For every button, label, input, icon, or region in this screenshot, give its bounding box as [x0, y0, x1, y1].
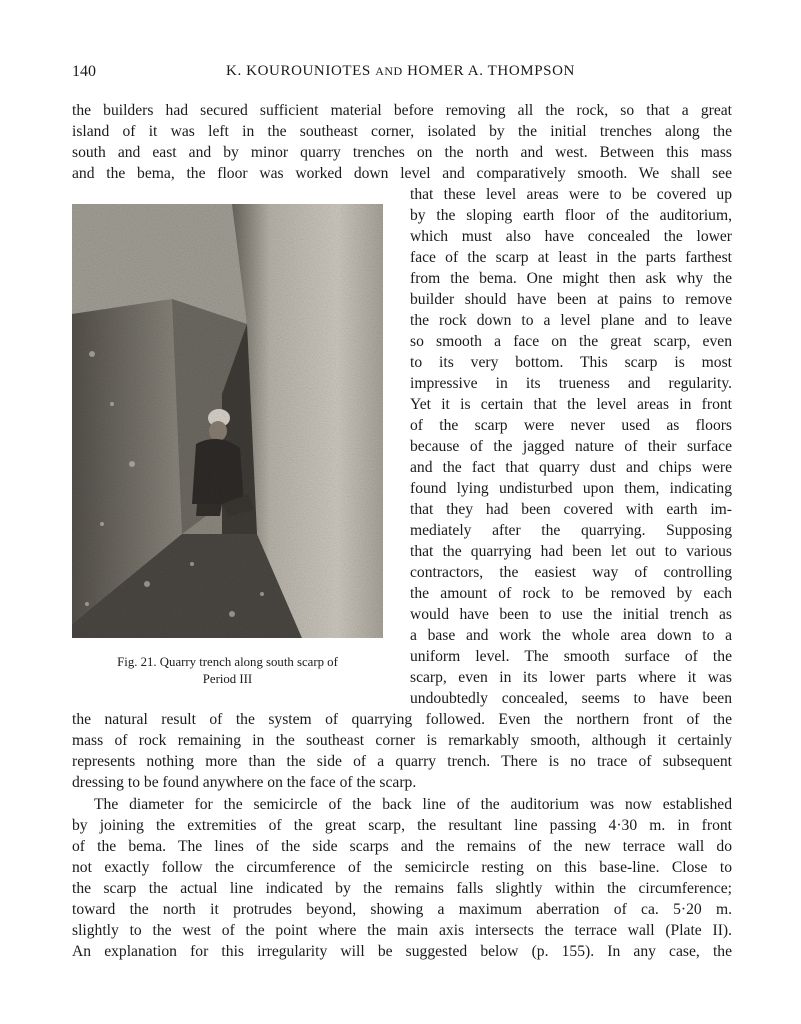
running-head [0, 63, 801, 80]
text-line: The diameter for the semicircle of the back line of the auditorium was now established [94, 796, 732, 813]
text-line: island of it was left in the southeast corner, isolated by the initial trenches along the [72, 123, 732, 140]
text-line: not exactly follow the circumference of the semicircle resting on this base-line. Close to [72, 859, 732, 876]
text-line: slightly to the west of the point where the main axis intersects the terrace wall (Plate II). [72, 922, 732, 939]
text-line: to its very bottom. This scarp is most [410, 354, 732, 371]
text-line: the amount of rock to be removed by each [410, 585, 732, 602]
text-line: builder should have been at pains to remove [410, 291, 732, 308]
text-line: uniform level. The smooth surface of the [410, 648, 732, 665]
text-line: which must also have concealed the lower [410, 228, 732, 245]
running-head-author2: HOMER A. THOMPSON [407, 63, 575, 79]
text-line: An explanation for this irregularity will be suggested below (p. 155). In any case, the [72, 943, 732, 960]
text-line: by joining the extremities of the great scarp, the resultant line passing 4·30 m. in front [72, 817, 732, 834]
figure-caption-line: Period III [202, 672, 253, 686]
text-line: the builders had secured sufficient material before removing all the rock, so that a great [72, 102, 732, 119]
text-line: so smooth a face on the great scarp, even [410, 333, 732, 350]
running-head-author1: K. KOUROUNIOTES [226, 63, 371, 79]
text-line: found lying undisturbed upon them, indicating [410, 480, 732, 497]
text-line: impressive in its trueness and regularity. [410, 375, 732, 392]
text-line: of the scarp were never used as floors [410, 417, 732, 434]
text-line: contractors, the easiest way of controlling [410, 564, 732, 581]
text-line: the rock down to a level plane and to leave [410, 312, 732, 329]
text-line: of the bema. The lines of the side scarps and the remains of the new terrace wall do [72, 838, 732, 855]
text-line: that they had been covered with earth im- [410, 501, 732, 518]
text-line: and the fact that quarry dust and chips were [410, 459, 732, 476]
text-line: Yet it is certain that the level areas in front [410, 396, 732, 413]
text-line: because of the jagged nature of their surface [410, 438, 732, 455]
text-line: that the quarrying had been let out to various [410, 543, 732, 560]
text-line: toward the north it protrudes beyond, showing a maximum aberration of ca. 5·20 m. [72, 901, 732, 918]
text-line: the natural result of the system of quarrying followed. Even the northern front of the [72, 711, 732, 728]
figure-caption [72, 654, 383, 688]
text-line: from the bema. One might then ask why the [410, 270, 732, 287]
text-line: south and east and by minor quarry trenches on the north and west. Between this mass [72, 144, 732, 161]
running-head-and: AND [375, 64, 403, 78]
page-number: 140 [72, 63, 96, 80]
text-line: undoubtedly concealed, seems to have been [410, 690, 732, 707]
figure-photo [72, 204, 383, 638]
text-line: the scarp the actual line indicated by the remains falls slightly within the circumference; [72, 880, 732, 897]
text-line: would have been to use the initial trench as [410, 606, 732, 623]
text-line: a base and work the whole area down to a [410, 627, 732, 644]
text-line: by the sloping earth floor of the auditorium, [410, 207, 732, 224]
figure-caption-line: Fig. 21. Quarry trench along south scarp of [117, 655, 338, 669]
text-line: that these level areas were to be covered up [410, 186, 732, 203]
text-line: and the bema, the floor was worked down level and comparatively smooth. We shall see [72, 165, 732, 182]
text-line: scarp, even in its lower parts where it was [410, 669, 732, 686]
text-line: face of the scarp at least in the parts farthest [410, 249, 732, 266]
text-line: mediately after the quarrying. Supposing [410, 522, 732, 539]
text-line: mass of rock remaining in the southeast corner is remarkably smooth, although it certainly [72, 732, 732, 749]
text-line: dressing to be found anywhere on the face of the scarp. [72, 774, 417, 791]
text-line: represents nothing more than the side of a quarry trench. There is no trace of subsequent [72, 753, 732, 770]
